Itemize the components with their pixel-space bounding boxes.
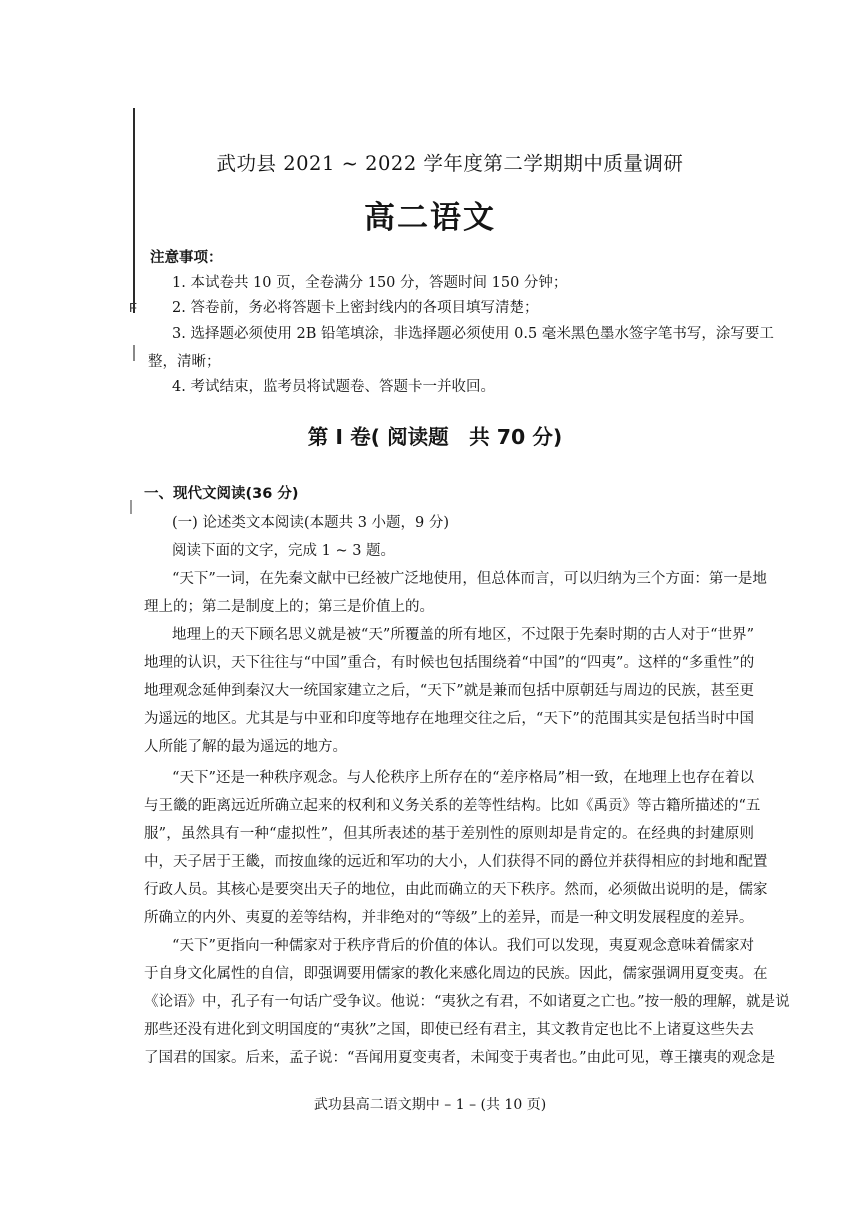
notice-item-4: 4. 考试结束，监考员将试题卷、答题卡一并收回。 [172,379,495,395]
notice-item-1: 1. 本试卷共 10 页，全卷满分 150 分，答题时间 150 分钟； [172,275,568,291]
notice-heading: 注意事项： [150,250,223,266]
passage-line: 与王畿的距离远近所确立起来的权利和义务关系的差等性结构。比如《禹贡》等古籍所描述的“五 [144,798,761,814]
exam-title: 武功县 2021 ~ 2022 学年度第二学期期中质量调研 [216,152,684,175]
passage-line: “天下”更指向一种儒家对于秩序背后的价值的体认。我们可以发现，夷夏观念意味着儒家对 [172,938,754,954]
notice-item-3: 3. 选择题必须使用 2B 铅笔填涂，非选择题必须使用 0.5 毫米黑色墨水签字笔书写，涂写要工 [172,326,774,342]
notice-item-3-cont: 整，清晰； [148,354,221,370]
passage-line: 地理观念延伸到秦汉大一统国家建立之后，“天下”就是兼而包括中原朝廷与周边的民族，甚至更 [144,683,754,699]
margin-mark: F [129,300,137,315]
instruction: 阅读下面的文字，完成 1 ~ 3 题。 [172,543,396,559]
passage-line: 于自身文化属性的自信，即强调要用儒家的教化来感化周边的民族。因此，儒家强调用夏变夷。在 [144,966,768,982]
sub-heading: (一) 论述类文本阅读(本题共 3 小题，9 分) [172,515,450,531]
page-footer: 武功县高二语文期中 – 1 – (共 10 页) [313,1097,547,1113]
passage-line: 那些还没有进化到文明国度的“夷狄”之国，即使已经有君主，其文教肯定也比不上诸夏这些失去 [144,1022,754,1038]
section-title: 第 Ⅰ 卷( 阅读题 共 70 分) [307,425,563,449]
passage-line: 理上的；第二是制度上的；第三是价值上的。 [144,599,434,615]
passage-line: 《论语》中，孔子有一句话广受争议。他说：“夷狄之有君，不如诸夏之亡也。”按一般的理解，就是说 [144,994,790,1010]
passage-line: 行政人员。其核心是要突出天子的地位，由此而确立的天下秩序。然而，必须做出说明的是，儒家 [144,882,768,898]
passage-line: 为遥远的地区。尤其是与中亚和印度等地存在地理交往之后，“天下”的范围其实是包括当时中国 [144,711,754,727]
passage-line: 地理的认识，天下往往与“中国”重合，有时候也包括围绕着“中国”的“四夷”。这样的“多重性”的 [144,655,755,671]
passage-line: 人所能了解的最为遥远的地方。 [144,739,347,755]
margin-tick [130,500,132,514]
notice-item-2: 2. 答卷前，务必将答题卡上密封线内的各项目填写清楚； [172,300,539,316]
passage-line: 服”，虽然具有一种“虚拟性”，但其所表述的基于差别性的原则却是肯定的。在经典的封建原则 [144,826,754,842]
subject-title: 高二语文 [364,200,496,236]
passage-line: “天下”一词，在先秦文献中已经被广泛地使用，但总体而言，可以归纳为三个方面：第一是地 [172,571,767,587]
passage-line: 地理上的天下顾名思义就是被“天”所覆盖的所有地区，不过限于先秦时期的古人对于“世界” [172,627,754,643]
part-heading: 一、现代文阅读(36 分) [144,486,299,502]
passage-line: 了国君的国家。后来，孟子说：“吾闻用夏变夷者，未闻变于夷者也。”由此可见，尊王攘夷的观念是 [144,1050,776,1066]
passage-line: 所确立的内外、夷夏的差等结构，并非绝对的“等级”上的差异，而是一种文明发展程度的差异。 [144,910,754,926]
passage-line: “天下”还是一种秩序观念。与人伦秩序上所存在的“差序格局”相一致，在地理上也存在着以 [172,770,754,786]
passage-line: 中，天子居于王畿，而按血缘的远近和军功的大小，人们获得不同的爵位并获得相应的封地和配置 [144,854,768,870]
margin-tick [133,345,135,361]
binding-margin-line [133,108,135,313]
